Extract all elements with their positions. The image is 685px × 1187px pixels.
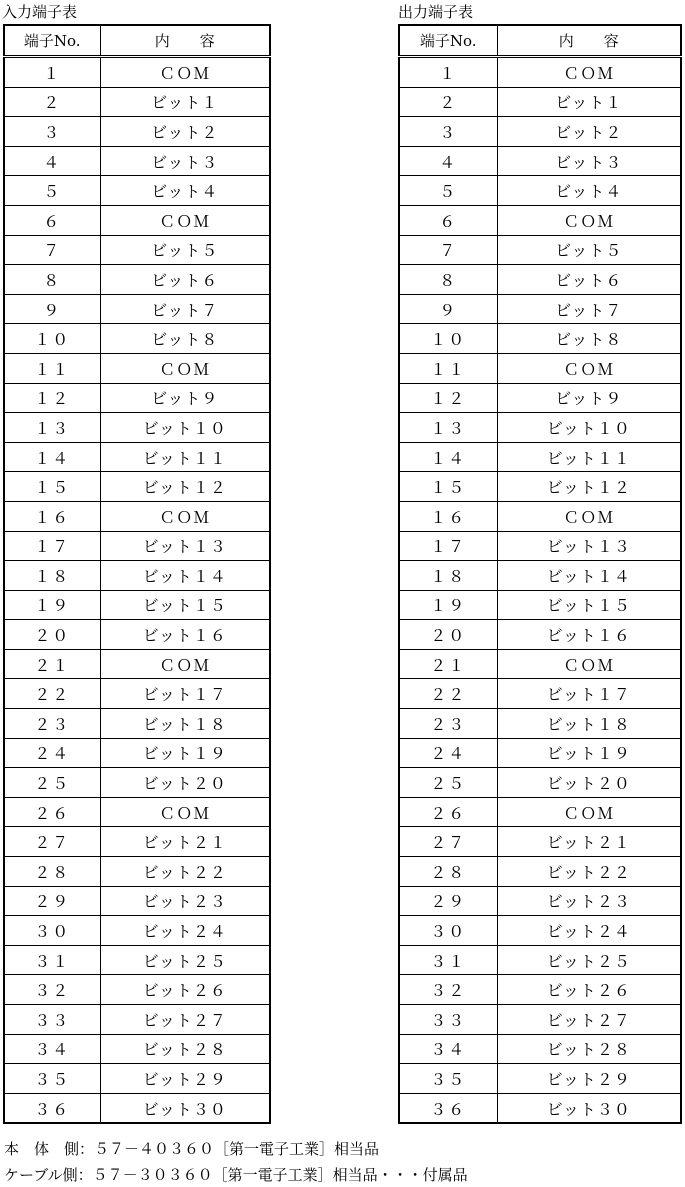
terminal-number-cell: ４ — [4, 146, 100, 176]
terminal-content-cell: ビット７ — [497, 294, 681, 324]
table-row — [399, 797, 681, 827]
terminal-number-cell: ２１ — [399, 649, 497, 679]
terminal-number-cell: １８ — [4, 561, 100, 591]
terminal-content-cell: ビット１２ — [100, 472, 270, 502]
table-row — [399, 383, 681, 413]
terminal-content-cell: ビット１８ — [497, 709, 681, 739]
terminal-number-cell: ３３ — [4, 1005, 100, 1035]
table-row — [399, 501, 681, 531]
table-row — [4, 886, 270, 916]
table-row — [399, 442, 681, 472]
terminal-number-cell: １９ — [4, 590, 100, 620]
table-row — [4, 916, 270, 946]
terminal-number-cell: １８ — [399, 561, 497, 591]
terminal-number-cell: ２９ — [399, 886, 497, 916]
terminal-number-cell: ３３ — [399, 1005, 497, 1035]
terminal-number-cell: ６ — [4, 205, 100, 235]
terminal-number-cell: ２ — [399, 87, 497, 117]
terminal-content-cell: ビット２６ — [100, 975, 270, 1005]
terminal-content-cell: ビット１ — [100, 87, 270, 117]
table-row — [4, 176, 270, 206]
table-row — [399, 561, 681, 591]
terminal-number-cell: ３１ — [399, 945, 497, 975]
table-row — [399, 57, 681, 88]
terminal-number-cell: ８ — [4, 265, 100, 295]
table-row — [399, 1034, 681, 1064]
table-row — [4, 383, 270, 413]
terminal-number-cell: ３５ — [399, 1064, 497, 1094]
terminal-number-cell: ５ — [399, 176, 497, 206]
terminal-content-cell: ビット６ — [497, 265, 681, 295]
terminal-content-cell: ビット１１ — [100, 442, 270, 472]
terminal-number-cell: ９ — [4, 294, 100, 324]
terminal-number-cell: ３ — [4, 117, 100, 147]
terminal-content-cell: ビット１２ — [497, 472, 681, 502]
terminal-number-cell: ２０ — [4, 620, 100, 650]
table-row — [399, 324, 681, 354]
terminal-content-cell: ビット２９ — [100, 1064, 270, 1094]
table-row — [4, 294, 270, 324]
table-row — [4, 590, 270, 620]
terminal-content-cell: ＣＯＭ — [497, 205, 681, 235]
terminal-content-cell: ビット２４ — [100, 916, 270, 946]
terminal-number-cell: ９ — [399, 294, 497, 324]
terminal-content-cell: ビット２ — [497, 117, 681, 147]
terminal-content-cell: ＣＯＭ — [100, 57, 270, 88]
terminal-content-cell: ビット９ — [100, 383, 270, 413]
terminal-content-cell: ビット４ — [100, 176, 270, 206]
table-row — [4, 531, 270, 561]
terminal-content-cell: ビット２２ — [497, 857, 681, 887]
table-header-row — [399, 25, 681, 57]
output-table-caption: 出力端子表 — [398, 3, 474, 21]
terminal-content-cell: ビット２０ — [497, 768, 681, 798]
terminal-number-cell: ２８ — [4, 857, 100, 887]
terminal-number-cell: ３４ — [399, 1034, 497, 1064]
terminal-content-cell: ビット１０ — [100, 413, 270, 443]
table-row — [4, 117, 270, 147]
terminal-number-cell: １３ — [399, 413, 497, 443]
terminal-number-cell: １１ — [399, 353, 497, 383]
terminal-number-cell: １４ — [4, 442, 100, 472]
table-row — [399, 620, 681, 650]
terminal-content-cell: ビット２２ — [100, 857, 270, 887]
footer-body-side-connector: 本 体 側：５７－４０３６０［第一電子工業］相当品 — [4, 1140, 380, 1158]
terminal-content-cell: ビット１１ — [497, 442, 681, 472]
terminal-content-cell: ビット１７ — [497, 679, 681, 709]
table-row — [399, 916, 681, 946]
terminal-number-cell: ３４ — [4, 1034, 100, 1064]
table-row — [4, 265, 270, 295]
terminal-content-cell: ビット１５ — [100, 590, 270, 620]
terminal-content-cell: ビット２３ — [100, 886, 270, 916]
terminal-number-cell: １３ — [4, 413, 100, 443]
table-row — [4, 797, 270, 827]
terminal-number-cell: １５ — [4, 472, 100, 502]
table-row — [399, 531, 681, 561]
terminal-number-cell: ２１ — [4, 649, 100, 679]
terminal-content-cell: ビット５ — [100, 235, 270, 265]
terminal-content-cell: ビット２０ — [100, 768, 270, 798]
table-row — [4, 857, 270, 887]
terminal-number-cell: ２４ — [399, 738, 497, 768]
table-row — [4, 709, 270, 739]
terminal-content-cell: ＣＯＭ — [100, 205, 270, 235]
terminal-number-cell: ３６ — [4, 1093, 100, 1123]
terminal-content-cell: ビット１６ — [100, 620, 270, 650]
table-row — [399, 117, 681, 147]
terminal-number-cell: ３０ — [399, 916, 497, 946]
table-row — [399, 975, 681, 1005]
terminal-number-cell: ３５ — [4, 1064, 100, 1094]
terminal-number-cell: ３２ — [399, 975, 497, 1005]
table-row — [399, 590, 681, 620]
terminal-number-cell: ８ — [399, 265, 497, 295]
table-row — [4, 1064, 270, 1094]
table-row — [4, 945, 270, 975]
terminal-content-cell: ビット６ — [100, 265, 270, 295]
terminal-content-cell: ＣＯＭ — [497, 353, 681, 383]
table-row — [4, 472, 270, 502]
terminal-content-cell: ビット２３ — [497, 886, 681, 916]
terminal-content-cell: ビット５ — [497, 235, 681, 265]
table-row — [4, 1093, 270, 1123]
terminal-content-cell: ビット２８ — [100, 1034, 270, 1064]
table-row — [4, 442, 270, 472]
terminal-number-cell: ７ — [4, 235, 100, 265]
terminal-number-cell: ３ — [399, 117, 497, 147]
terminal-content-cell: ビット３ — [497, 146, 681, 176]
table-row — [399, 857, 681, 887]
input-table-caption: 入力端子表 — [2, 3, 78, 21]
terminal-number-cell: ５ — [4, 176, 100, 206]
terminal-content-cell: ビット１９ — [497, 738, 681, 768]
footer-cable-side-connector: ケーブル側：５７－３０３６０［第一電子工業］相当品・・・付属品 — [4, 1166, 468, 1184]
terminal-number-cell: ３６ — [399, 1093, 497, 1123]
terminal-content-cell: ビット３０ — [100, 1093, 270, 1123]
terminal-number-cell: ２６ — [4, 797, 100, 827]
table-row — [4, 501, 270, 531]
terminal-content-cell: ビット１６ — [497, 620, 681, 650]
table-row — [399, 472, 681, 502]
terminal-number-cell: １０ — [4, 324, 100, 354]
terminal-number-cell: ２５ — [399, 768, 497, 798]
terminal-number-cell: １１ — [4, 353, 100, 383]
table-row — [4, 413, 270, 443]
terminal-number-cell: ２２ — [4, 679, 100, 709]
terminal-content-cell: ビット２１ — [100, 827, 270, 857]
terminal-number-cell: １７ — [4, 531, 100, 561]
terminal-content-cell: ＣＯＭ — [100, 353, 270, 383]
terminal-number-cell: １９ — [399, 590, 497, 620]
terminal-content-cell: ＣＯＭ — [100, 649, 270, 679]
terminal-content-cell: ビット２１ — [497, 827, 681, 857]
table-row — [4, 353, 270, 383]
table-row — [4, 1005, 270, 1035]
table-row — [4, 768, 270, 798]
terminal-content-cell: ビット１４ — [497, 561, 681, 591]
terminal-content-cell: ビット８ — [497, 324, 681, 354]
table-row — [399, 945, 681, 975]
table-row — [4, 975, 270, 1005]
table-row — [399, 205, 681, 235]
table-row — [4, 1034, 270, 1064]
terminal-content-cell: ビット３ — [100, 146, 270, 176]
table-row — [399, 265, 681, 295]
table-row — [4, 620, 270, 650]
table-row — [4, 57, 270, 88]
terminal-number-cell: ２４ — [4, 738, 100, 768]
terminal-number-cell: ２８ — [399, 857, 497, 887]
terminal-number-cell: １０ — [399, 324, 497, 354]
table-row — [399, 413, 681, 443]
table-row — [4, 561, 270, 591]
table-header-row — [4, 25, 270, 57]
terminal-content-cell: ビット１３ — [100, 531, 270, 561]
terminal-number-cell: ２３ — [4, 709, 100, 739]
table-row — [399, 1005, 681, 1035]
terminal-content-cell: ＣＯＭ — [497, 57, 681, 88]
header-content: 内 容 — [497, 25, 681, 57]
table-row — [399, 649, 681, 679]
terminal-number-cell: ２２ — [399, 679, 497, 709]
input-terminal-table — [3, 24, 271, 1124]
terminal-number-cell: １ — [399, 57, 497, 88]
table-row — [399, 353, 681, 383]
table-row — [399, 827, 681, 857]
terminal-content-cell: ビット１４ — [100, 561, 270, 591]
table-row — [399, 146, 681, 176]
terminal-content-cell: ビット１０ — [497, 413, 681, 443]
terminal-number-cell: １５ — [399, 472, 497, 502]
table-row — [4, 146, 270, 176]
terminal-number-cell: ２３ — [399, 709, 497, 739]
terminal-content-cell: ビット８ — [100, 324, 270, 354]
terminal-content-cell: ビット１８ — [100, 709, 270, 739]
terminal-number-cell: ３１ — [4, 945, 100, 975]
terminal-number-cell: １６ — [4, 501, 100, 531]
terminal-number-cell: ２７ — [4, 827, 100, 857]
terminal-content-cell: ビット１７ — [100, 679, 270, 709]
terminal-content-cell: ビット２９ — [497, 1064, 681, 1094]
terminal-content-cell: ビット１９ — [100, 738, 270, 768]
terminal-number-cell: １４ — [399, 442, 497, 472]
terminal-content-cell: ビット９ — [497, 383, 681, 413]
table-row — [399, 679, 681, 709]
terminal-content-cell: ビット２７ — [100, 1005, 270, 1035]
header-terminal-no: 端子No. — [4, 25, 100, 57]
terminal-number-cell: ２５ — [4, 768, 100, 798]
table-row — [4, 679, 270, 709]
terminal-number-cell: １２ — [399, 383, 497, 413]
table-row — [399, 738, 681, 768]
terminal-number-cell: １ — [4, 57, 100, 88]
table-row — [4, 87, 270, 117]
terminal-number-cell: ７ — [399, 235, 497, 265]
table-row — [399, 176, 681, 206]
table-row — [399, 235, 681, 265]
header-content: 内 容 — [100, 25, 270, 57]
terminal-content-cell: ＣＯＭ — [497, 501, 681, 531]
table-row — [399, 886, 681, 916]
terminal-content-cell: ビット１５ — [497, 590, 681, 620]
terminal-content-cell: ＣＯＭ — [497, 649, 681, 679]
table-row — [4, 235, 270, 265]
terminal-content-cell: ビット１ — [497, 87, 681, 117]
terminal-content-cell: ビット７ — [100, 294, 270, 324]
terminal-content-cell: ビット２８ — [497, 1034, 681, 1064]
table-row — [399, 709, 681, 739]
terminal-content-cell: ビット３０ — [497, 1093, 681, 1123]
terminal-number-cell: ４ — [399, 146, 497, 176]
table-row — [4, 738, 270, 768]
terminal-content-cell: ビット２６ — [497, 975, 681, 1005]
terminal-number-cell: ２０ — [399, 620, 497, 650]
table-row — [399, 1093, 681, 1123]
terminal-content-cell: ビット１３ — [497, 531, 681, 561]
terminal-content-cell: ビット２ — [100, 117, 270, 147]
header-terminal-no: 端子No. — [399, 25, 497, 57]
terminal-content-cell: ビット２５ — [497, 945, 681, 975]
terminal-content-cell: ＣＯＭ — [100, 797, 270, 827]
terminal-content-cell: ビット２７ — [497, 1005, 681, 1035]
table-row — [399, 294, 681, 324]
table-row — [4, 324, 270, 354]
output-terminal-table — [398, 24, 682, 1124]
terminal-content-cell: ＣＯＭ — [497, 797, 681, 827]
terminal-content-cell: ＣＯＭ — [100, 501, 270, 531]
terminal-number-cell: ２７ — [399, 827, 497, 857]
terminal-number-cell: ２９ — [4, 886, 100, 916]
table-row — [399, 768, 681, 798]
terminal-number-cell: ２ — [4, 87, 100, 117]
terminal-number-cell: ３２ — [4, 975, 100, 1005]
terminal-number-cell: １２ — [4, 383, 100, 413]
table-row — [4, 827, 270, 857]
table-row — [399, 87, 681, 117]
table-row — [399, 1064, 681, 1094]
terminal-number-cell: ２６ — [399, 797, 497, 827]
terminal-number-cell: ６ — [399, 205, 497, 235]
terminal-number-cell: １６ — [399, 501, 497, 531]
terminal-number-cell: １７ — [399, 531, 497, 561]
table-row — [4, 205, 270, 235]
terminal-content-cell: ビット２５ — [100, 945, 270, 975]
terminal-content-cell: ビット２４ — [497, 916, 681, 946]
terminal-content-cell: ビット４ — [497, 176, 681, 206]
table-row — [4, 649, 270, 679]
terminal-number-cell: ３０ — [4, 916, 100, 946]
